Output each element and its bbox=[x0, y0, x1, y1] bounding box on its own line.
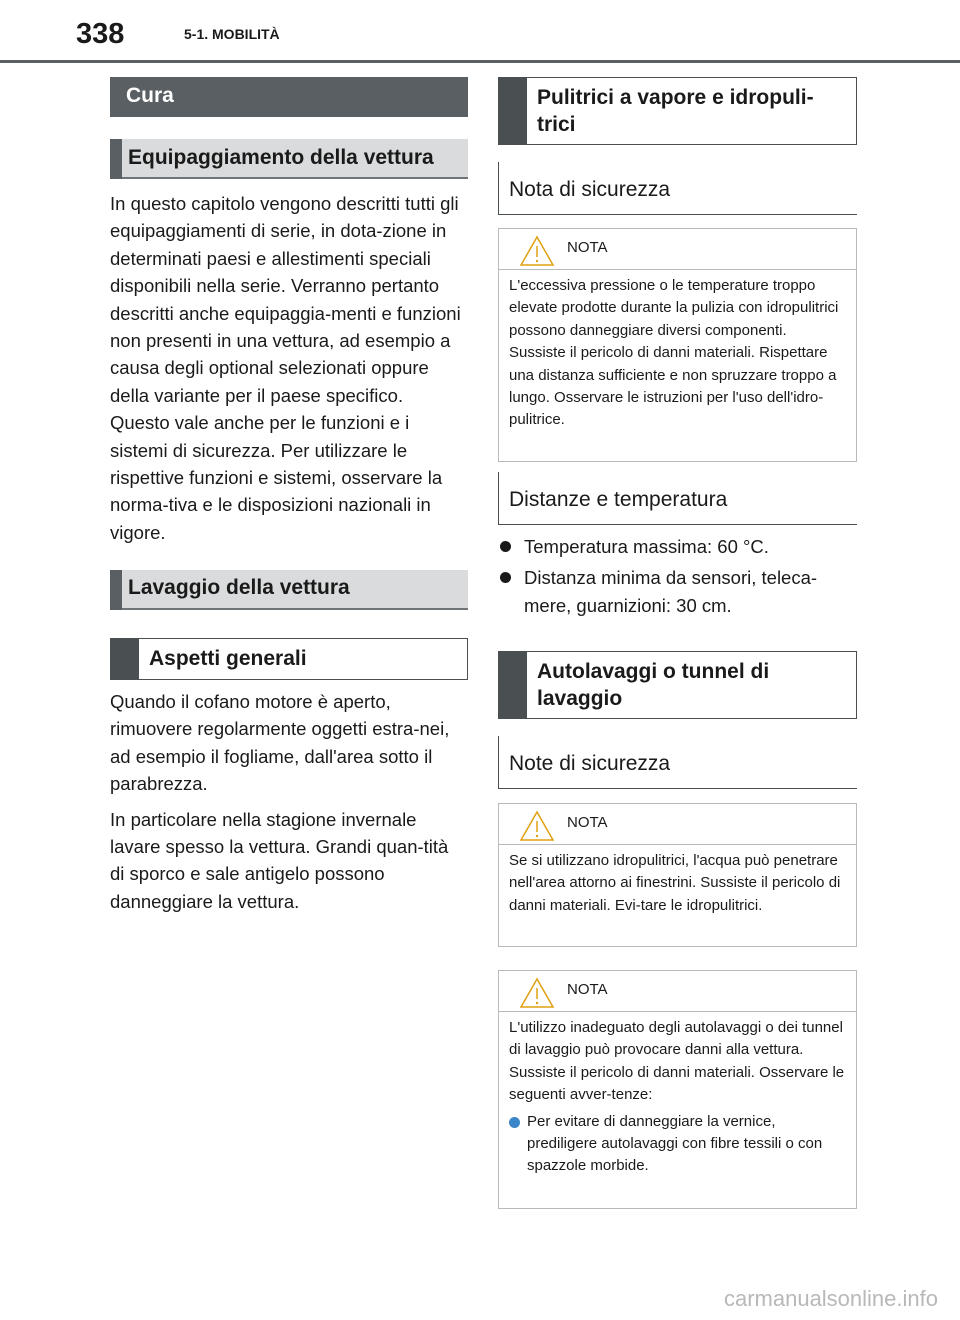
list-item-text: Distanza minima da sensori, teleca-mere, guarnizioni: 30 cm. bbox=[524, 567, 818, 616]
header-rule bbox=[0, 60, 960, 63]
notice-header bbox=[499, 804, 856, 845]
list-item bbox=[498, 564, 848, 619]
main-heading-text: Cura bbox=[126, 84, 174, 107]
watermark: carmanualsonline.info bbox=[723, 1286, 938, 1311]
equipment-paragraph bbox=[110, 190, 462, 554]
notice-header bbox=[499, 971, 856, 1012]
warning-triangle-icon bbox=[519, 977, 555, 1009]
distances-heading bbox=[498, 472, 857, 525]
heading-stripe bbox=[110, 139, 122, 179]
heading-carwash bbox=[498, 651, 857, 719]
main-heading-cura bbox=[110, 77, 468, 117]
warning-triangle-icon bbox=[519, 235, 555, 267]
notice-label: NOTA bbox=[567, 981, 608, 998]
safety-notes-heading bbox=[498, 736, 857, 789]
general-paragraph-2: In particolare nella stagione invernale lavare spesso la vettura. Grandi quan-tità di sporco e sale antigelo possono danneggiare la vettura. bbox=[110, 808, 449, 912]
distances-heading-text: Distanze e temperatura bbox=[509, 488, 728, 511]
notice-text: Se si utilizzano idropulitrici, l'acqua può penetrare nell'area attorno ai finestrini. Sussiste il pericolo di danni materiali. Evi-tare le idropulitrici. bbox=[509, 852, 841, 914]
bullet-icon bbox=[509, 1117, 520, 1128]
distances-list bbox=[498, 533, 848, 623]
heading-steam-text: Pulitrici a vapore e idropuli-trici bbox=[537, 86, 814, 136]
general-paragraph-1: Quando il cofano motore è aperto, rimuovere regolarmente oggetti estra-nei, ad esempio il fogliame, dall'area sotto il parabrezza. bbox=[110, 691, 450, 795]
notice-body bbox=[509, 1017, 846, 1178]
heading-general-text: Aspetti generali bbox=[149, 647, 307, 670]
heading-stripe bbox=[499, 78, 527, 144]
safety-notes-heading-text: Note di sicurezza bbox=[509, 752, 671, 775]
list-item-text: Temperatura massima: 60 °C. bbox=[524, 536, 769, 557]
warning-triangle-icon bbox=[519, 810, 555, 842]
heading-equipment bbox=[110, 139, 468, 179]
heading-stripe bbox=[111, 639, 139, 679]
heading-washing bbox=[110, 570, 468, 610]
list-item bbox=[509, 1111, 846, 1178]
heading-general bbox=[110, 638, 468, 680]
notice-box-2 bbox=[498, 803, 857, 947]
heading-carwash-text: Autolavaggi o tunnel di lavaggio bbox=[537, 660, 770, 710]
notice-header bbox=[499, 229, 856, 270]
general-paragraphs bbox=[110, 688, 460, 923]
notice-label: NOTA bbox=[567, 239, 608, 256]
heading-equipment-text: Equipaggiamento della vettura bbox=[128, 146, 434, 169]
notice-text: L'utilizzo inadeguato degli autolavaggi o dei tunnel di lavaggio può provocare danni alla vettura. Sussiste il pericolo di danni materiali. Osservare le seguenti avver-tenze: bbox=[509, 1019, 845, 1104]
notice-text: L'eccessiva pressione o le temperature troppo elevate prodotte durante la pulizia con idropulitrici possono danneggiare diversi componenti. Sussiste il pericolo di danni materiali. Rispettare una distanza sufficiente e non spruzzare troppo a lungo. Osservare le istruzioni per l'uso dell'idro-pulitrice. bbox=[509, 277, 839, 429]
section-title: 5-1. MOBILITÀ bbox=[184, 26, 280, 42]
bullet-icon bbox=[500, 541, 511, 552]
list-item bbox=[498, 533, 848, 560]
heading-steam-cleaners bbox=[498, 77, 857, 145]
equipment-paragraph-text: In questo capitolo vengono descritti tutti gli equipaggiamenti di serie, in dota-zione in determinati paesi e allestimenti speciali disponibili nella serie. Verranno pertanto descritti anche equipaggia-menti e funzioni non presenti in una vettura, ad esempio a causa degli optional selezionati oppure della variante per il paese specifico. Questo vale anche per le funzioni e i sistemi di sicurezza. Per utilizzare le rispettive funzioni e sistemi, osservare la norma-tiva e le disposizioni nazionali in vigore. bbox=[110, 193, 461, 543]
safety-note-heading bbox=[498, 162, 857, 215]
notice-label: NOTA bbox=[567, 814, 608, 831]
heading-washing-text: Lavaggio della vettura bbox=[128, 576, 350, 599]
notice-box-1 bbox=[498, 228, 857, 462]
notice-box-3 bbox=[498, 970, 857, 1209]
heading-stripe bbox=[499, 652, 527, 718]
list-item-text: Per evitare di danneggiare la vernice, prediligere autolavaggi con fibre tessili o con spazzole morbide. bbox=[527, 1112, 823, 1175]
page-number: 338 bbox=[76, 18, 125, 50]
bullet-icon bbox=[500, 572, 511, 583]
safety-note-heading-text: Nota di sicurezza bbox=[509, 178, 671, 201]
heading-stripe bbox=[110, 570, 122, 610]
